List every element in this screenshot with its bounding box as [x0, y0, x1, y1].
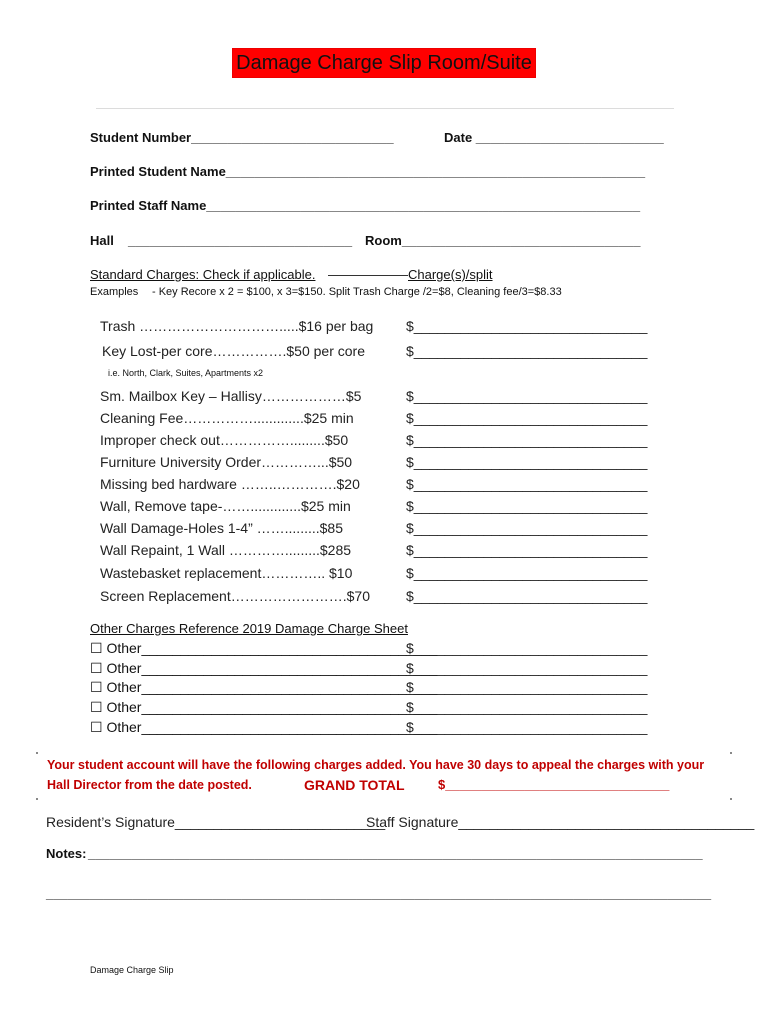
charge-field-furniture-order[interactable]: $______________________________: [406, 454, 648, 470]
other-checkbox-3[interactable]: ☐ Other______________________________________: [90, 679, 438, 695]
corner-mark: [730, 798, 732, 800]
charge-label-trash: Trash ………………………….....$16 per bag: [100, 318, 374, 334]
notes-label: Notes:: [46, 846, 87, 861]
charge-label-furniture-order: Furniture University Order…………...$50: [100, 454, 353, 470]
charge-label-wastebasket: Wastebasket replacement………….. $10: [100, 565, 353, 581]
charge-label-screen-replacement: Screen Replacement…………………….$70: [100, 588, 370, 604]
other-field-3[interactable]: $______________________________: [406, 679, 648, 695]
date-field[interactable]: Date __________________________: [444, 130, 664, 145]
corner-mark: [36, 798, 38, 800]
divider: [96, 108, 674, 109]
charge-field-wastebasket[interactable]: $______________________________: [406, 565, 648, 581]
staff-signature-field[interactable]: Staff Signature______________________________________: [366, 814, 755, 830]
other-checkbox-5[interactable]: ☐ Other______________________________________: [90, 719, 438, 735]
other-field-2[interactable]: $______________________________: [406, 660, 648, 676]
examples-text: - Key Recore x 2 = $100, x 3=$150. Split Trash Charge /2=$8, Cleaning fee/3=$8.33: [152, 286, 562, 298]
other-field-4[interactable]: $______________________________: [406, 699, 648, 715]
hall-field[interactable]: _______________________________: [128, 233, 353, 248]
charge-label-wall-repaint: Wall Repaint, 1 Wall ………….........$285: [100, 542, 352, 558]
charge-field-cleaning-fee[interactable]: $______________________________: [406, 410, 648, 426]
notice-line-1: Your student account will have the following charges added. You have 30 days to appeal the charges with your: [47, 758, 705, 772]
other-field-5[interactable]: $______________________________: [406, 719, 648, 735]
charge-label-remove-tape: Wall, Remove tape-…….............$25 min: [100, 498, 351, 514]
charge-field-screen-replacement[interactable]: $______________________________: [406, 588, 648, 604]
heading-underline: [328, 275, 408, 276]
charge-field-key-lost[interactable]: $______________________________: [406, 343, 648, 359]
student-number-field[interactable]: Student Number____________________________: [90, 130, 394, 145]
charge-field-bed-hardware[interactable]: $______________________________: [406, 476, 648, 492]
charge-label-bed-hardware: Missing bed hardware ……..………….$20: [100, 476, 360, 492]
charge-label-improper-checkout: Improper check out…………….........$50: [100, 432, 349, 448]
charge-label-mailbox-key: Sm. Mailbox Key – Hallisy………………$5: [100, 388, 362, 404]
printed-staff-name-field[interactable]: Printed Staff Name____________________________________________________________: [90, 198, 641, 213]
notice-line-2: Hall Director from the date posted.: [47, 778, 252, 792]
notes-line-2[interactable]: ____________________________________________________________________________________________: [46, 886, 712, 901]
corner-mark: [730, 752, 732, 754]
other-checkbox-4[interactable]: ☐ Other______________________________________: [90, 699, 438, 715]
other-checkbox-2[interactable]: ☐ Other______________________________________: [90, 660, 438, 676]
hall-label: Hall: [90, 233, 114, 248]
charge-label-key-lost: Key Lost-per core…………….$50 per core: [102, 343, 365, 359]
key-note: i.e. North, Clark, Suites, Apartments x2: [108, 368, 264, 378]
page-title: Damage Charge Slip Room/Suite: [232, 48, 536, 78]
charge-field-wall-damage[interactable]: $______________________________: [406, 520, 648, 536]
charge-split-heading: Charge(s)/split: [408, 267, 493, 282]
other-checkbox-1[interactable]: ☐ Other______________________________________: [90, 640, 438, 656]
charge-field-remove-tape[interactable]: $______________________________: [406, 498, 648, 514]
grand-total-field[interactable]: $_______________________________: [438, 777, 670, 792]
room-field[interactable]: Room_________________________________: [365, 233, 641, 248]
footer-text: Damage Charge Slip: [90, 965, 174, 975]
grand-total-label: GRAND TOTAL: [304, 777, 405, 793]
notes-line-1[interactable]: _____________________________________________________________________________________: [88, 846, 703, 861]
charge-field-mailbox-key[interactable]: $______________________________: [406, 388, 648, 404]
standard-charges-heading: Standard Charges: Check if applicable.: [90, 267, 316, 282]
other-charges-heading: Other Charges Reference 2019 Damage Charge Sheet: [90, 621, 408, 636]
examples-label: Examples: [90, 286, 139, 298]
corner-mark: [36, 752, 38, 754]
charge-field-wall-repaint[interactable]: $______________________________: [406, 542, 648, 558]
other-field-1[interactable]: $______________________________: [406, 640, 648, 656]
charge-label-wall-damage: Wall Damage-Holes 1-4” …….........$85: [100, 520, 344, 536]
printed-student-name-field[interactable]: Printed Student Name__________________________________________________________: [90, 164, 646, 179]
charge-field-trash[interactable]: $______________________________: [406, 318, 648, 334]
charge-field-improper-checkout[interactable]: $______________________________: [406, 432, 648, 448]
charge-label-cleaning-fee: Cleaning Fee…………….............$25 min: [100, 410, 354, 426]
resident-signature-field[interactable]: Resident’s Signature___________________________: [46, 814, 386, 830]
